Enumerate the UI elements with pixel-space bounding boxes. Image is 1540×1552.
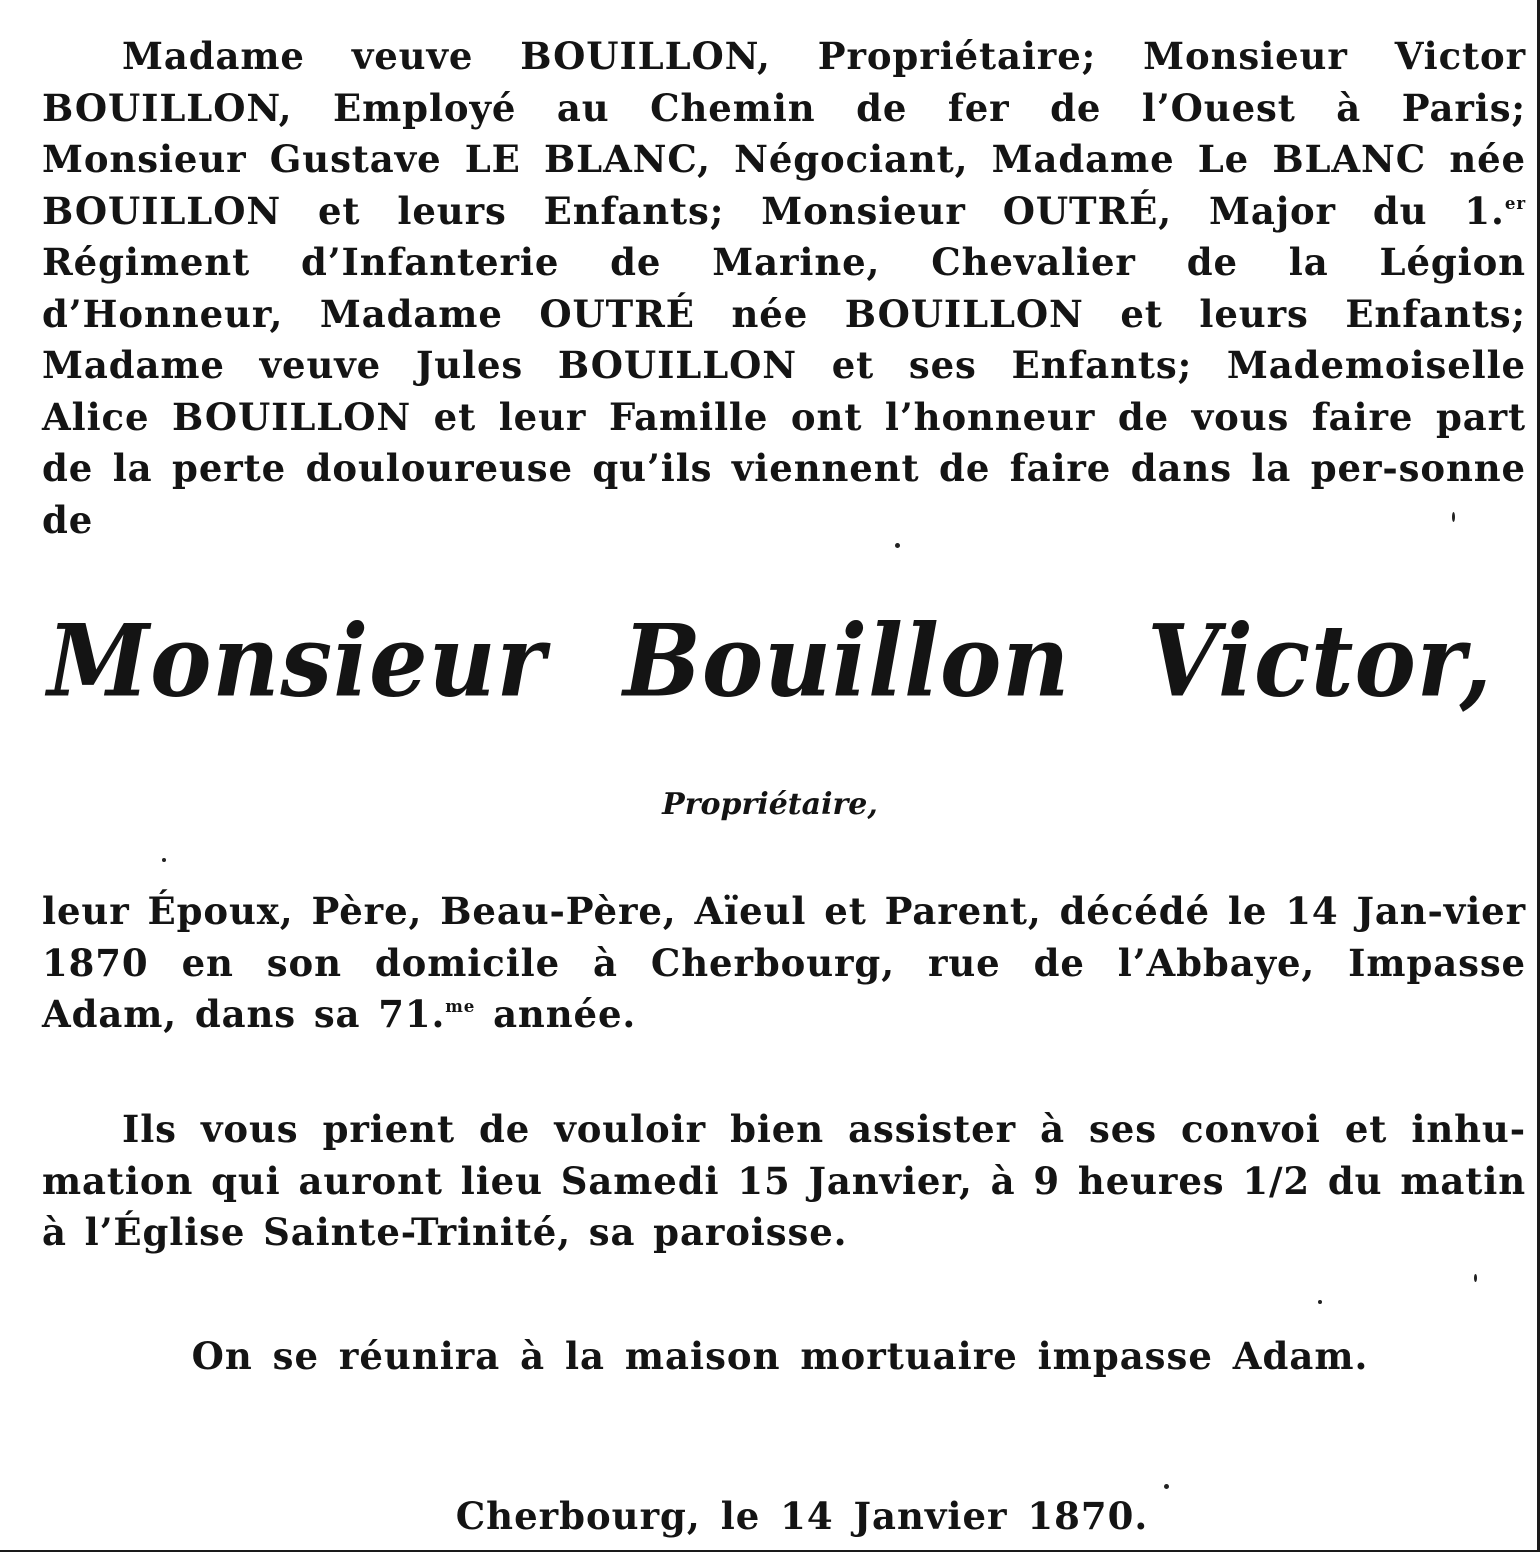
relation-text: leur Époux, Père, Beau-Père, Aïeul et Parent, décédé le 14 Jan-vier 1870 en son domicile à Cherbourg, rue de l’Abbaye, Impasse Adam, dans sa 71. bbox=[42, 889, 1526, 1036]
print-speck bbox=[1452, 512, 1455, 522]
relation-text-end: année. bbox=[475, 992, 637, 1036]
deceased-name-surname: Bouillon bbox=[623, 602, 1071, 720]
family-announcement-paragraph bbox=[42, 31, 1526, 546]
deceased-name bbox=[0, 591, 1540, 731]
ordinal-superscript: er bbox=[1504, 192, 1526, 213]
age-ordinal-superscript: me bbox=[445, 996, 476, 1017]
relation-and-death-paragraph bbox=[42, 886, 1526, 1041]
print-speck bbox=[1318, 1300, 1322, 1304]
family-list-text-continued: Régiment d’Infanterie de Marine, Chevalier de la Légion d’Honneur, Madame OUTRÉ née BOUILLON et leurs Enfants; Madame veuve Jules BOUILLON et ses Enfants; Mademoiselle Alice BOUILLON et leur Famille ont l’honneur de vous faire part de la perte douloureuse qu’ils viennent de faire dans la per-sonne de bbox=[42, 240, 1526, 542]
print-speck bbox=[1474, 1274, 1477, 1282]
funeral-invitation-paragraph: Ils vous prient de vouloir bien assister à ses convoi et inhu-mation qui auront lieu Samedi 15 Janvier, à 9 heures 1/2 du matin à l’Église Sainte-Trinité, sa paroisse. bbox=[42, 1107, 1526, 1254]
gathering-location-line: On se réunira à la maison mortuaire impasse Adam. bbox=[191, 1334, 1369, 1378]
deceased-occupation: Propriétaire, bbox=[662, 787, 878, 822]
place-and-date-line: Cherbourg, le 14 Janvier 1870. bbox=[455, 1494, 1149, 1538]
family-list-text: Madame veuve BOUILLON, Propriétaire; Monsieur Victor BOUILLON, Employé au Chemin de fer de l’Ouest à Paris; Monsieur Gustave LE BLANC, Négociant, Madame Le BLANC née BOUILLON et leurs Enfants; Monsieur OUTRÉ, Major du 1. bbox=[42, 34, 1526, 233]
print-speck bbox=[162, 858, 166, 862]
print-speck bbox=[895, 543, 900, 548]
deceased-name-given: Victor, bbox=[1147, 602, 1493, 720]
print-speck bbox=[1164, 1484, 1169, 1489]
deceased-name-honorific: Monsieur bbox=[47, 602, 547, 720]
